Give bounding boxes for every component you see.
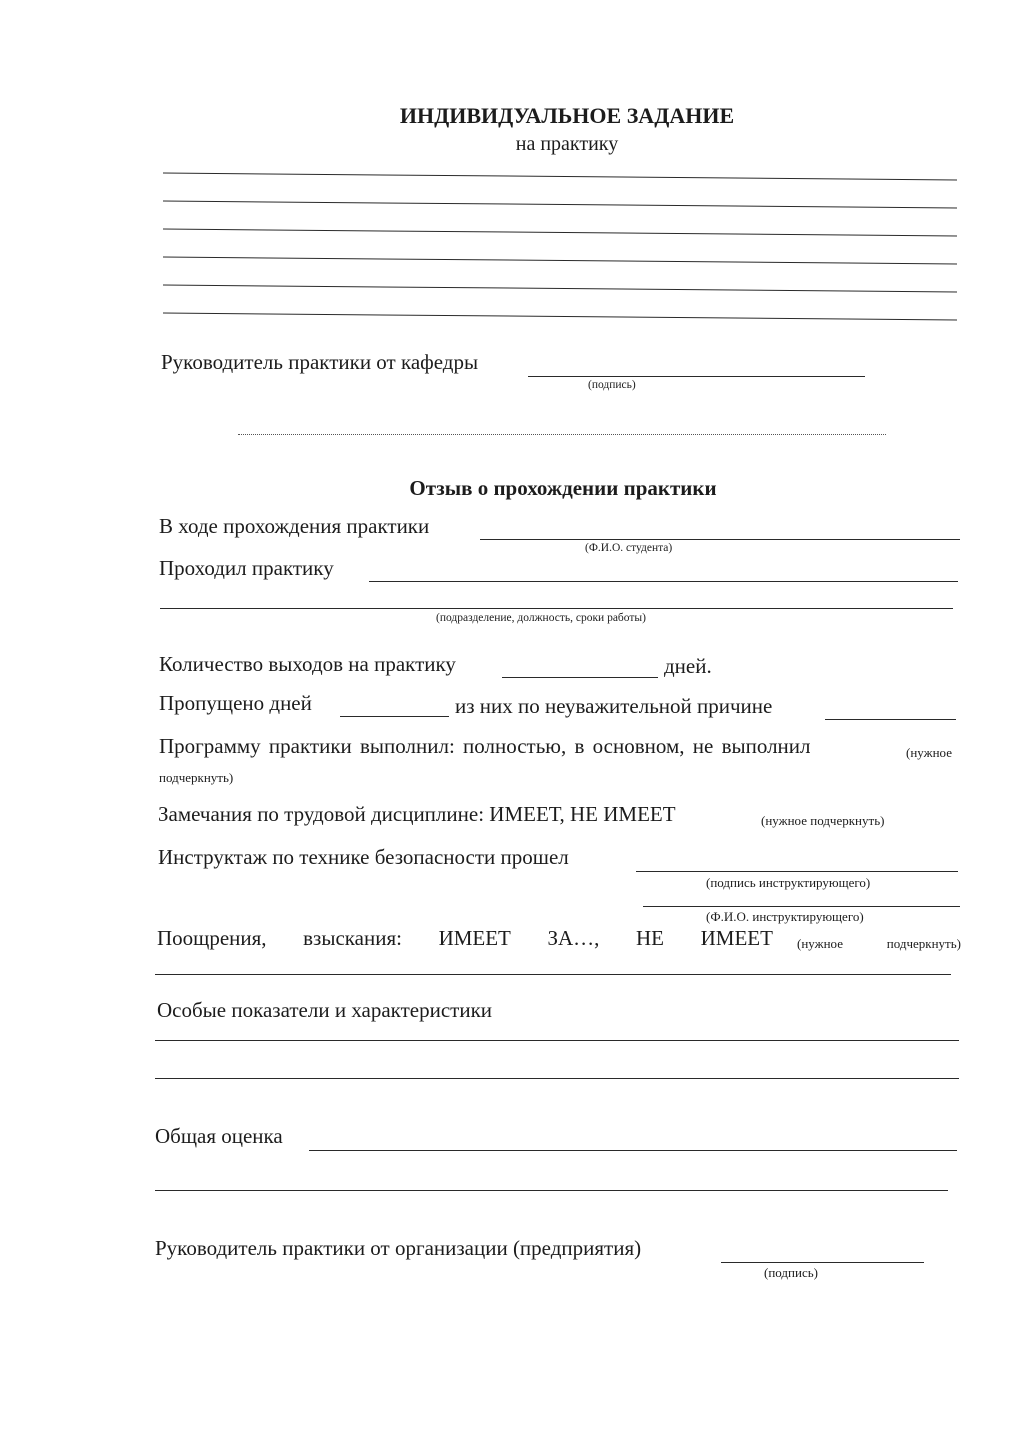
assignment-line-4[interactable] (163, 257, 957, 265)
assignment-line-3[interactable] (163, 229, 957, 237)
special-indicators-line-2[interactable] (155, 1078, 959, 1079)
special-indicators-label: Особые показатели и характеристики (157, 998, 493, 1022)
instructor-signature-caption: (подпись инструктирующего) (706, 875, 871, 890)
rewards-word: взыскания: (303, 926, 402, 950)
document-title: ИНДИВИДУАЛЬНОЕ ЗАДАНИЕ (399, 103, 735, 128)
document-subtitle: на практику (515, 133, 619, 155)
rewards-note-word: (нужное (797, 936, 843, 951)
rewards-note (797, 937, 961, 951)
org-supervisor-signature-line[interactable] (721, 1262, 924, 1263)
department-signature-caption: (подпись) (588, 379, 636, 391)
passed-practice-line[interactable] (369, 581, 958, 582)
department-supervisor-signature-line[interactable] (528, 376, 865, 377)
assignment-line-2[interactable] (163, 201, 957, 209)
exits-count-line[interactable] (502, 677, 658, 678)
special-indicators-line-1[interactable] (155, 1040, 959, 1041)
rewards-penalties-text (157, 926, 773, 950)
cut-line (238, 434, 886, 435)
instructor-signature-line[interactable] (636, 871, 958, 872)
org-supervisor-label: Руководитель практики от организации (предприятия) (155, 1236, 642, 1260)
overall-grade-label: Общая оценка (155, 1124, 283, 1148)
discipline-note: (нужное подчеркнуть) (761, 813, 885, 828)
during-practice-label: В ходе прохождения практики (159, 514, 430, 538)
rewards-penalties-line[interactable] (155, 974, 951, 975)
assignment-line-6[interactable] (163, 313, 957, 321)
discipline-text: Замечания по трудовой дисциплине: ИМЕЕТ, НЕ ИМЕЕТ (158, 802, 676, 826)
rewards-word: Поощрения, (157, 926, 267, 950)
assignment-line-5[interactable] (163, 285, 957, 293)
missed-days-label: Пропущено дней (159, 691, 312, 715)
rewards-note-word: подчеркнуть) (886, 936, 961, 951)
student-name-caption: (Ф.И.О. студента) (585, 542, 673, 554)
safety-briefing-label: Инструктаж по технике безопасности прошел (158, 845, 569, 869)
department-supervisor-label: Руководитель практики от кафедры (161, 350, 479, 374)
missed-invalid-label: из них по неуважительной причине (455, 694, 773, 718)
rewards-word: ЗА…, (547, 926, 600, 950)
program-completion-text: Программу практики выполнил: полностью, в основном, не выполнил (159, 734, 811, 758)
assignment-line-1[interactable] (163, 173, 957, 181)
exits-count-label: Количество выходов на практику (159, 652, 456, 676)
rewards-word: ИМЕЕТ (438, 926, 511, 950)
instructor-name-line[interactable] (643, 906, 960, 907)
department-details-caption: (подразделение, должность, сроки работы) (436, 612, 646, 624)
review-title: Отзыв о прохождении практики (409, 476, 717, 500)
instructor-name-caption: (Ф.И.О. инструктирующего) (706, 909, 864, 924)
passed-practice-label: Проходил практику (159, 556, 334, 580)
missed-days-line[interactable] (340, 716, 449, 717)
missed-invalid-line[interactable] (825, 719, 956, 720)
overall-grade-line-2[interactable] (155, 1190, 948, 1191)
department-details-line[interactable] (160, 608, 953, 609)
days-suffix: дней. (664, 654, 712, 678)
rewards-word: НЕ (636, 926, 665, 950)
program-note-end: подчеркнуть) (159, 770, 234, 785)
org-signature-caption: (подпись) (764, 1265, 818, 1280)
student-name-line[interactable] (480, 539, 960, 540)
program-note-start: (нужное (906, 745, 952, 760)
rewards-word: ИМЕЕТ (700, 926, 773, 950)
overall-grade-line[interactable] (309, 1150, 957, 1151)
